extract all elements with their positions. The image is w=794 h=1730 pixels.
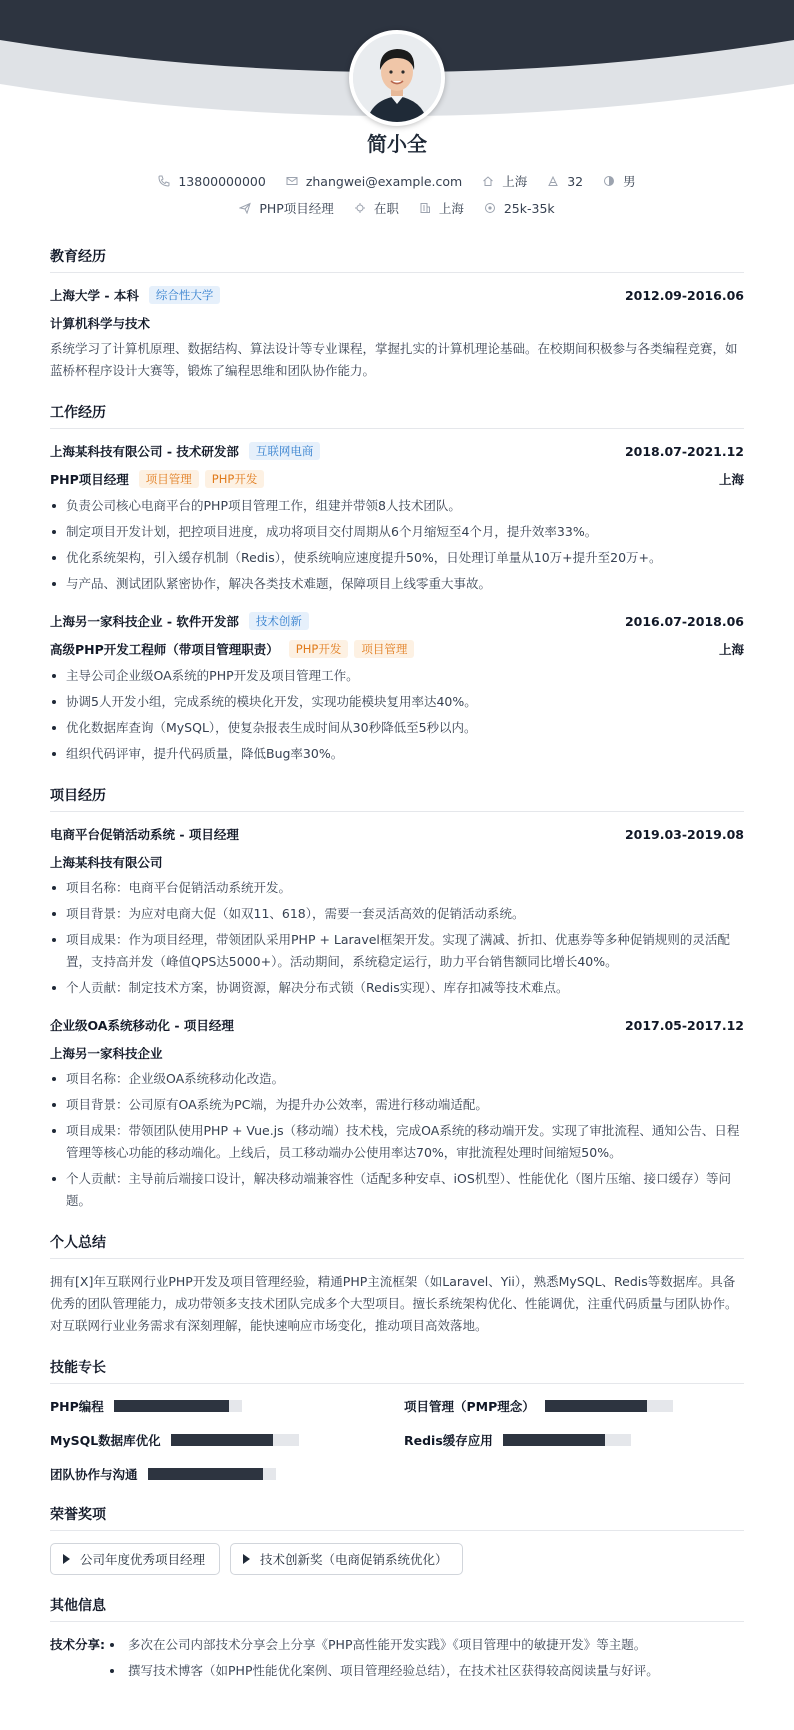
skill-item <box>50 1464 404 1484</box>
awards-section <box>50 1504 744 1575</box>
project-name: 电商平台促销活动系统 - 项目经理 <box>50 827 239 842</box>
work-section <box>50 402 744 765</box>
project-entry <box>50 1015 744 1212</box>
skills-grid <box>50 1396 744 1484</box>
skill-item <box>404 1430 744 1450</box>
section-title: 个人总结 <box>50 1232 744 1259</box>
project-entry <box>50 824 744 999</box>
contact-age: 32 <box>547 174 583 189</box>
skill-name: MySQL数据库优化 <box>50 1433 161 1448</box>
other-label: 技术分享: <box>50 1637 105 1652</box>
job-title: PHP项目经理 <box>239 199 333 217</box>
list-item: 撰写技术博客（如PHP性能优化案例、项目管理经验总结），在技术社区获得较高阅读量与好评。 <box>106 1660 659 1682</box>
award-chip <box>230 1543 463 1575</box>
skill-bar-fill <box>171 1434 273 1446</box>
job-bullets <box>50 495 744 595</box>
project-company: 上海另一家科技企业 <box>50 1046 163 1061</box>
gender-icon <box>603 175 615 187</box>
section-title: 工作经历 <box>50 402 744 429</box>
skill-item <box>50 1430 404 1450</box>
contact-row <box>0 172 794 190</box>
section-title: 技能专长 <box>50 1357 744 1384</box>
list-item: 个人贡献：制定技术方案，协调资源，解决分布式锁（Redis实现）、库存扣减等技术难点。 <box>50 977 744 999</box>
skill-bar-fill <box>503 1434 605 1446</box>
project-bullets <box>50 1068 744 1212</box>
skill-bar <box>545 1400 673 1412</box>
company-tag: 技术创新 <box>249 612 309 630</box>
job-status: 在职 <box>354 199 399 217</box>
avatar <box>349 30 445 126</box>
section-title: 教育经历 <box>50 246 744 273</box>
candidate-name: 简小全 <box>367 132 427 156</box>
major: 计算机科学与技术 <box>50 316 151 331</box>
summary-section <box>50 1232 744 1337</box>
job-city: 上海 <box>419 199 464 217</box>
projects-section <box>50 785 744 1212</box>
list-item: 主导公司企业级OA系统的PHP开发及项目管理工作。 <box>50 665 744 687</box>
list-item: 与产品、测试团队紧密协作，解决各类技术难题，保障项目上线零重大事故。 <box>50 573 744 595</box>
mail-icon <box>286 175 298 187</box>
job-role: PHP项目经理 <box>50 472 129 487</box>
skill-bar <box>503 1434 631 1446</box>
award-chip <box>50 1543 220 1575</box>
awards-list <box>50 1543 744 1575</box>
play-icon <box>63 1554 70 1564</box>
education-section <box>50 246 744 382</box>
section-title: 其他信息 <box>50 1595 744 1622</box>
job-entry <box>50 611 744 765</box>
skill-name: 团队协作与沟通 <box>50 1467 138 1482</box>
skills-section <box>50 1357 744 1484</box>
school-tag: 综合性大学 <box>149 286 221 304</box>
school-name: 上海大学 - 本科 <box>50 288 139 303</box>
skill-bar <box>171 1434 299 1446</box>
job-city: 上海 <box>718 642 744 657</box>
send-icon <box>239 202 251 214</box>
user-age-icon <box>547 175 559 187</box>
award-name: 技术创新奖（电商促销系统优化） <box>260 1552 448 1567</box>
list-item: 多次在公司内部技术分享会上分享《PHP高性能开发实践》《项目管理中的敏捷开发》等主题。 <box>106 1634 659 1656</box>
role-tag: PHP开发 <box>205 470 265 488</box>
skill-name: 项目管理（PMP理念） <box>404 1399 535 1414</box>
company-tag: 互联网电商 <box>249 442 321 460</box>
job-salary: 25k-35k <box>484 201 555 216</box>
company-name: 上海另一家科技企业 - 软件开发部 <box>50 614 239 629</box>
skill-bar-fill <box>114 1400 229 1412</box>
other-info <box>50 1634 744 1686</box>
play-icon <box>243 1554 250 1564</box>
skill-bar-fill <box>148 1468 263 1480</box>
skill-bar <box>148 1468 276 1480</box>
other-section <box>50 1595 744 1686</box>
project-period: 2017.05-2017.12 <box>624 1017 744 1033</box>
list-item: 项目背景：公司原有OA系统为PC端，为提升办公效率，需进行移动端适配。 <box>50 1094 744 1116</box>
status-icon <box>354 202 366 214</box>
list-item: 项目名称：企业级OA系统移动化改造。 <box>50 1068 744 1090</box>
job-entry <box>50 441 744 595</box>
job-role: 高级PHP开发工程师（带项目管理职责） <box>50 642 279 657</box>
list-item: 组织代码评审，提升代码质量，降低Bug率30%。 <box>50 743 744 765</box>
skill-name: Redis缓存应用 <box>404 1433 493 1448</box>
contact-phone: 13800000000 <box>158 174 265 189</box>
project-name: 企业级OA系统移动化 - 项目经理 <box>50 1018 234 1033</box>
list-item: 优化数据库查询（MySQL），使复杂报表生成时间从30秒降低至5秒以内。 <box>50 717 744 739</box>
home-icon <box>482 175 494 187</box>
role-tag: PHP开发 <box>289 640 349 658</box>
skill-name: PHP编程 <box>50 1399 104 1414</box>
summary-text: 拥有[X]年互联网行业PHP开发及项目管理经验，精通PHP主流框架（如Laravel、Yii），熟悉MySQL、Redis等数据库。具备优秀的团队管理能力，成功带领多支技术团队完成多个大型项目。擅长系统架构优化、性能调优，注重代码质量与团队协作。对互联网行业业务需求有深刻理解，能快速响应市场变化，推动项目高效落地。 <box>50 1274 738 1333</box>
list-item: 制定项目开发计划，把控项目进度，成功将项目交付周期从6个月缩短至4个月，提升效率33%。 <box>50 521 744 543</box>
list-item: 项目名称：电商平台促销活动系统开发。 <box>50 877 744 899</box>
skill-item <box>50 1396 404 1416</box>
education-desc: 系统学习了计算机原理、数据结构、算法设计等专业课程，掌握扎实的计算机理论基础。在校期间积极参与各类编程竞赛，如蓝桥杯程序设计大赛等，锻炼了编程思维和团队协作能力。 <box>50 341 738 378</box>
list-item: 项目背景：为应对电商大促（如双11、618），需要一套灵活高效的促销活动系统。 <box>50 903 744 925</box>
section-title: 荣誉奖项 <box>50 1504 744 1531</box>
contact-email: zhangwei@example.com <box>286 174 462 189</box>
other-bullets <box>106 1634 659 1686</box>
skill-bar-fill <box>545 1400 647 1412</box>
list-item: 协调5人开发小组，完成系统的模块化开发，实现功能模块复用率达40%。 <box>50 691 744 713</box>
phone-icon <box>158 175 170 187</box>
job-period: 2016.07-2018.06 <box>624 613 744 629</box>
project-bullets <box>50 877 744 999</box>
section-title: 项目经历 <box>50 785 744 812</box>
project-company: 上海某科技有限公司 <box>50 855 163 870</box>
resume-body <box>50 246 744 1706</box>
education-period: 2012.09-2016.06 <box>624 287 744 303</box>
list-item: 负责公司核心电商平台的PHP项目管理工作，组建并带领8人技术团队。 <box>50 495 744 517</box>
award-name: 公司年度优秀项目经理 <box>80 1552 206 1567</box>
job-period: 2018.07-2021.12 <box>624 443 744 459</box>
contact-gender: 男 <box>603 172 636 190</box>
company-name: 上海某科技有限公司 - 技术研发部 <box>50 444 239 459</box>
list-item: 项目成果：带领团队使用PHP + Vue.js（移动端）技术栈，完成OA系统的移动端开发。实现了审批流程、通知公告、日程管理等核心功能的移动端化。上线后，员工移动端办公使用率达70%，审批流程处理时间缩短50%。 <box>50 1120 744 1164</box>
role-tag: 项目管理 <box>139 470 199 488</box>
skill-item <box>404 1396 744 1416</box>
list-item: 优化系统架构，引入缓存机制（Redis），使系统响应速度提升50%，日处理订单量从10万+提升至20万+。 <box>50 547 744 569</box>
role-tag: 项目管理 <box>354 640 414 658</box>
skill-bar <box>114 1400 242 1412</box>
job-city: 上海 <box>718 472 744 487</box>
building-icon <box>419 202 431 214</box>
contact-city: 上海 <box>482 172 527 190</box>
salary-icon <box>484 202 496 214</box>
list-item: 项目成果：作为项目经理，带领团队采用PHP + Laravel框架开发。实现了满减、折扣、优惠券等多种促销规则的灵活配置，支持高并发（峰值QPS达5000+）。活动期间，系统稳定运行，助力平台销售额同比增长40%。 <box>50 929 744 973</box>
list-item: 个人贡献：主导前后端接口设计，解决移动端兼容性（适配多种安卓、iOS机型）、性能优化（图片压缩、接口缓存）等问题。 <box>50 1168 744 1212</box>
project-period: 2019.03-2019.08 <box>624 826 744 842</box>
education-header <box>50 285 744 305</box>
job-intent-row <box>0 199 794 217</box>
job-bullets <box>50 665 744 765</box>
